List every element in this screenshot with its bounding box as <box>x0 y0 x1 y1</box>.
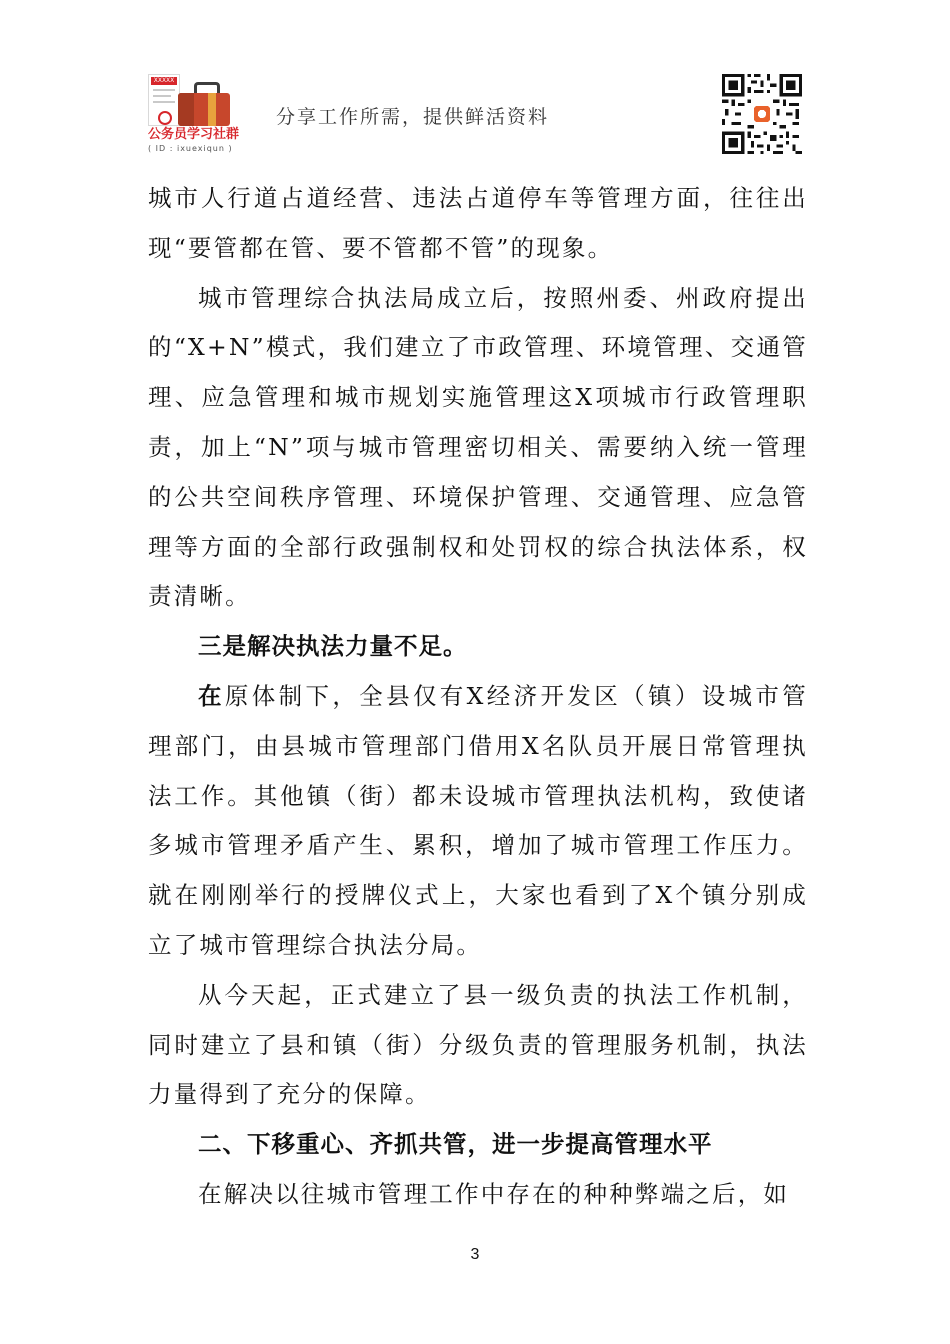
paragraph: 从今天起，正式建立了县一级负责的执法工作机制，同时建立了县和镇（街）分级负责的管理服务机制，执法力量得到了充分的保障。 <box>148 980 808 1109</box>
doc-line <box>153 95 171 97</box>
qr-code-icon <box>722 74 802 154</box>
seal-icon <box>158 111 172 125</box>
doc-line <box>153 89 175 91</box>
logo-doc-tag: XXXXX <box>151 77 177 85</box>
document-body <box>148 174 808 1220</box>
section-heading: 三是解决执法力量不足。 <box>198 632 468 661</box>
page-number: 3 <box>470 1246 480 1263</box>
paragraph-text: 原体制下，全县仅有X经济开发区（镇）设城市管理部门，由县城市管理部门借用X名队员开展日常管理执法工作。其他镇（街）都未设城市管理执法机构，致使诸多城市管理矛盾产生、累积，增加了城市管理工作压力。就在刚刚举行的授牌仪式上，大家也看到了X个镇分别成立了城市管理综合执法分局。 <box>148 681 808 959</box>
page-header <box>0 0 950 170</box>
doc-line <box>153 101 175 103</box>
logo-id: ( ID : ixuexiqun ) <box>148 144 233 153</box>
paragraph: 城市人行道占道经营、违法占道停车等管理方面，往往出现“要管都在管、要不管都不管”的现象。 <box>148 184 808 262</box>
paragraph: 城市管理综合执法局成立后，按照州委、州政府提出的“X+N”模式，我们建立了市政管理、环境管理、交通管理、应急管理和城市规划实施管理这X项城市行政管理职责，加上“N”项与城市管理密切相关、需要纳入统一管理的公共空间秩序管理、环境保护管理、交通管理、应急管理等方面的全部行政强制权和处罚权的综合执法体系，权责清晰。 <box>148 283 808 611</box>
brand-logo <box>148 72 240 154</box>
section-heading: 二、下移重心、齐抓共管，进一步提高管理水平 <box>198 1130 713 1159</box>
briefcase-icon <box>178 82 230 126</box>
paragraph-lead: 在 <box>198 681 225 710</box>
header-slogan: 分享工作所需，提供鲜活资料 <box>276 106 550 128</box>
paragraph: 在解决以往城市管理工作中存在的种种弊端之后，如 <box>198 1179 790 1208</box>
logo-title: 公务员学习社群 <box>148 127 240 142</box>
document-icon <box>148 74 180 126</box>
paragraph <box>148 672 808 971</box>
